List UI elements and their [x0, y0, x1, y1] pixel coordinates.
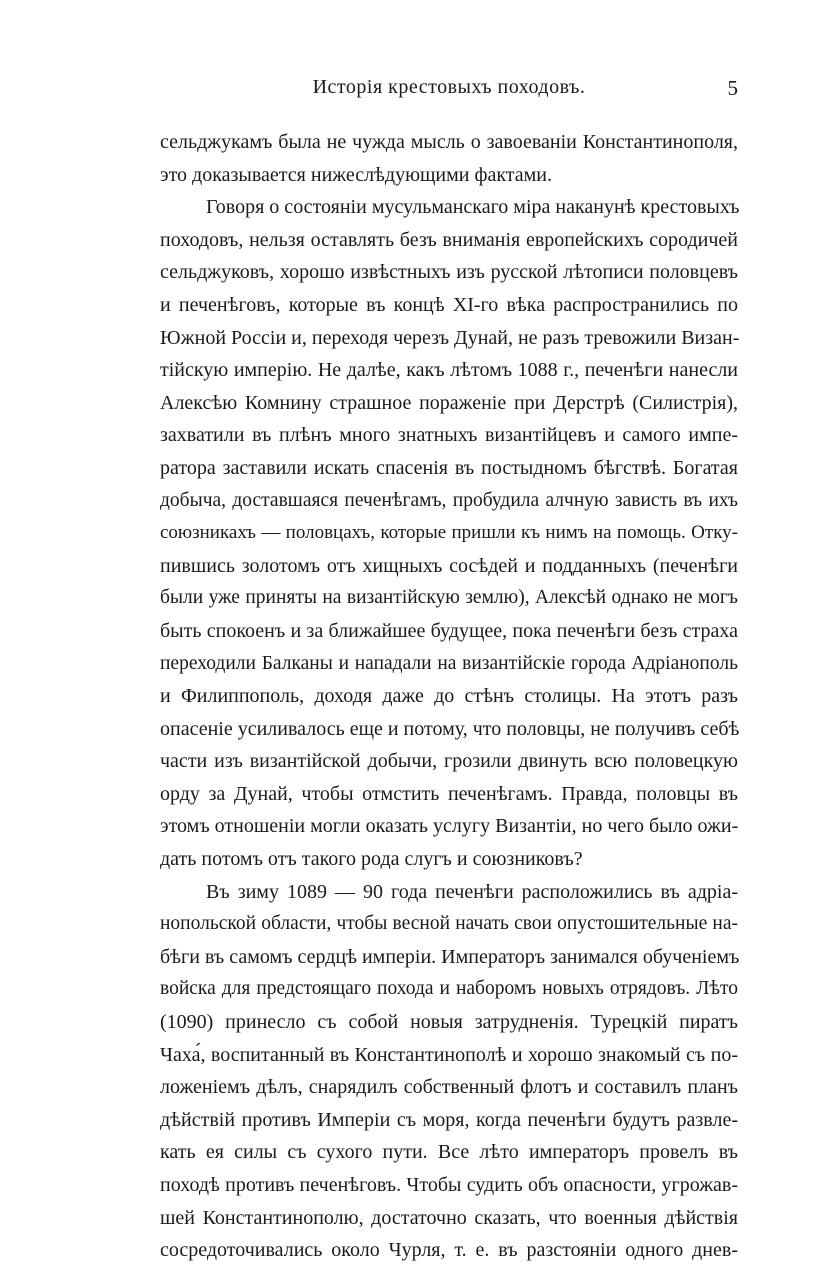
text-line: бѣги въ самомъ сердцѣ имперіи. Императоръ занимался обученіемъ [160, 945, 740, 968]
text-line: захватили въ плѣнъ много знатныхъ византійцевъ и самого импе- [160, 424, 738, 447]
text-line: ложеніемъ дѣлъ, снарядилъ собственный флотъ и составилъ планъ [160, 1076, 738, 1099]
text-line: дать потомъ отъ такого рода слугъ и союзниковъ? [160, 848, 583, 871]
text-line: сельджукамъ была не чужда мысль о завоеваніи Константинополя, [160, 131, 738, 153]
text-line: сосредоточивались около Чурля, т. е. въ разстояніи одного днев- [160, 1239, 738, 1262]
text-line: сельджуковъ, хорошо извѣстныхъ изъ русской лѣтописи половцевъ [160, 261, 738, 284]
text-line: походѣ противъ печенѣговъ. Чтобы судить объ опасности, угрожав- [160, 1174, 738, 1196]
text-line: союзникахъ — половцахъ, которые пришли къ нимъ на помощь. Отку- [160, 522, 738, 544]
text-line: переходили Балканы и нападали на византійскіе города Адріанополь [160, 652, 738, 674]
text-line: добыча, доставшаяся печенѣгамъ, пробудила алчную зависть въ ихъ [160, 489, 738, 511]
text-line: опасеніе усиливалось еще и потому, что половцы, не получивъ себѣ [160, 717, 740, 740]
text-line: орду за Дунай, чтобы отмстить печенѣгамъ. Правда, половцы въ [160, 782, 738, 805]
text-line: были уже приняты на византійскую землю), Алексѣй однако не могъ [160, 587, 738, 609]
text-line: быть спокоенъ и за ближайшее будущее, пока печенѣги безъ страха [160, 619, 738, 642]
body-text [160, 126, 738, 1267]
running-head [160, 76, 738, 106]
text-line: тійскую имперію. Не далѣе, какъ лѣтомъ 1088 г., печенѣги нанесли [160, 359, 738, 382]
text-line: этомъ отношеніи могли оказать услугу Византіи, но чего было ожи- [160, 815, 739, 838]
text-line: Говоря о состояніи мусульманскаго міра наканунѣ крестовыхъ [206, 196, 740, 219]
text-line: пившись золотомъ отъ хищныхъ сосѣдей и подданныхъ (печенѣги [160, 554, 738, 577]
text-line: нопольской области, чтобы весной начать свои опустошительные на- [160, 913, 738, 935]
text-line: дѣйствій противъ Имперіи съ моря, когда печенѣги будутъ развле- [160, 1108, 738, 1131]
text-line: это доказывается нижеслѣдующими фактами. [160, 163, 553, 186]
running-title: Исторія крестовыхъ походовъ. [312, 76, 586, 98]
text-line: шей Константинополю, достаточно сказать, что военныя дѣйствія [160, 1206, 738, 1229]
text-line: войска для предстоящаго похода и наборомъ новыхъ отрядовъ. Лѣто [160, 978, 738, 1000]
text-line: (1090) принесло съ собой новыя затрудненія. Турецкій пиратъ [160, 1011, 738, 1034]
text-line: Южной Россіи и, переходя черезъ Дунай, не разъ тревожили Визан- [160, 326, 740, 349]
text-line: кать ея силы съ сухого пути. Все лѣто императоръ провелъ въ [160, 1141, 738, 1164]
text-line: и печенѣговъ, которые въ концѣ XI-го вѣка распространились по [160, 293, 738, 316]
page-number: 5 [727, 76, 738, 100]
text-line: походовъ, нельзя оставлять безъ вниманія европейскихъ сородичей [160, 228, 738, 251]
text-line: Чаха́, воспитанный въ Константинополѣ и хорошо знакомый съ по- [160, 1043, 738, 1066]
text-line: ратора заставили искать спасенія въ постыдномъ бѣгствѣ. Богатая [160, 456, 738, 479]
text-line: части изъ византійской добычи, грозили двинуть всю половецкую [160, 750, 738, 773]
text-line: Алексѣю Комнину страшное пораженіе при Дерстрѣ (Силистрія), [160, 391, 738, 414]
text-line: и Филиппополь, доходя даже до стѣнъ столицы. На этотъ разъ [160, 685, 738, 708]
text-line: Въ зиму 1089 — 90 года печенѣги расположились въ адріа- [206, 880, 738, 903]
